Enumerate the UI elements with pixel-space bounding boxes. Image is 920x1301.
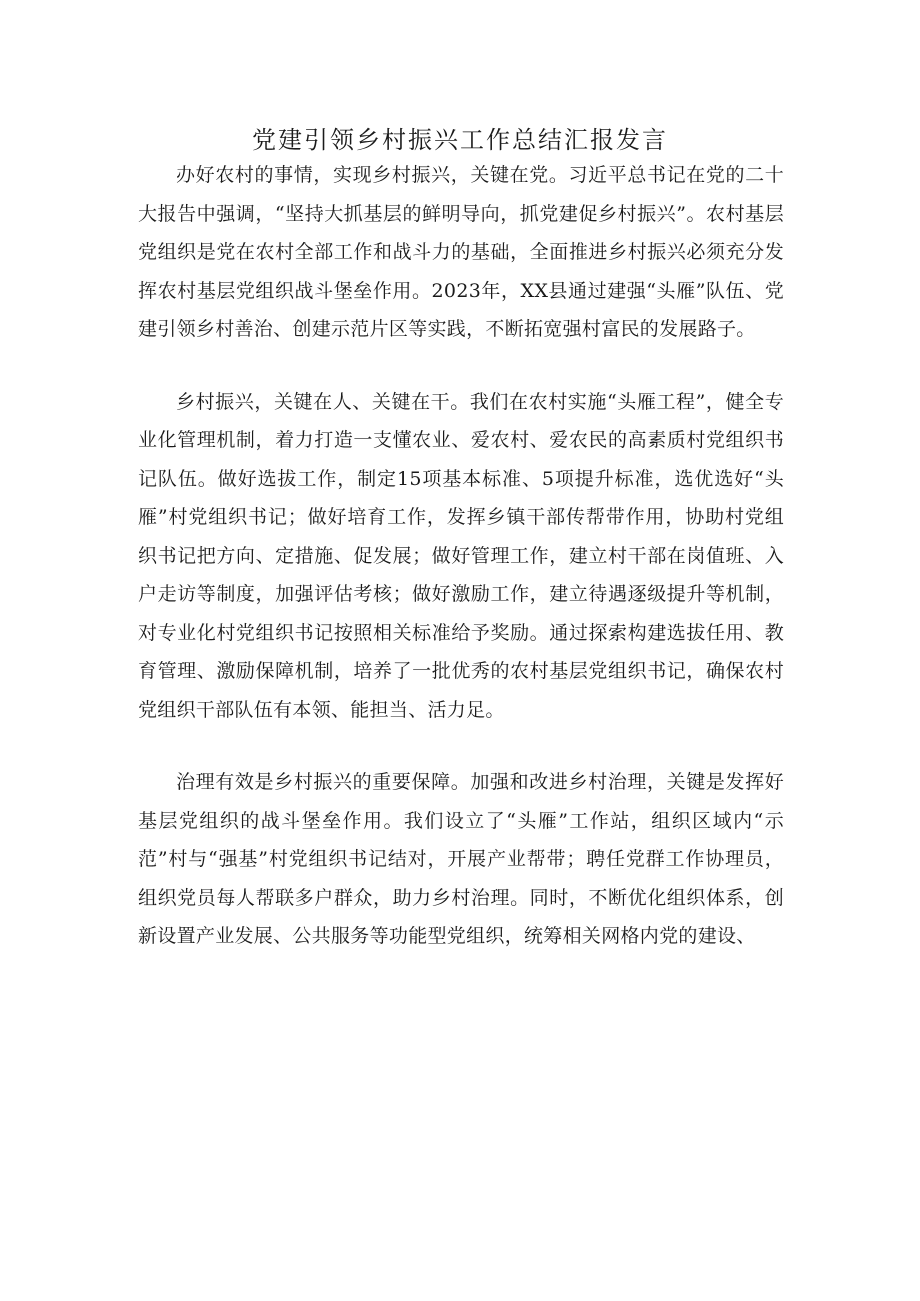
paragraph-2: 乡村振兴，关键在人、关键在干。我们在农村实施“头雁工程”，健全专业化管理机制，着力打造一支懂农业、爱农村、爱农民的高素质村党组织书记队伍。做好选拔工作，制定15项基本标准、5项提升标准，选优选好“头雁”村党组织书记；做好培育工作，发挥乡镇干部传帮带作用，协助村党组织书记把方向、定措施、促发展；做好管理工作，建立村干部在岗值班、入户走访等制度，加强评估考核；做好激励工作，建立待遇逐级提升等机制，对专业化村党组织书记按照相关标准给予奖励。通过探索构建选拔任用、教育管理、激励保障机制，培养了一批优秀的农村基层党组织书记，确保农村党组织干部队伍有本领、能担当、活力足。 bbox=[138, 390, 784, 721]
document-title: 党建引领乡村振兴工作总结汇报发言 bbox=[252, 126, 668, 154]
document-body bbox=[138, 156, 784, 990]
paragraph-3: 治理有效是乡村振兴的重要保障。加强和改进乡村治理，关键是发挥好基层党组织的战斗堡垒作用。我们设立了“头雁”工作站，组织区域内“示范”村与“强基”村党组织书记结对，开展产业帮带；聘任党群工作协理员，组织党员每人帮联多户群众，助力乡村治理。同时，不断优化组织体系，创新设置产业发展、公共服务等功能型党组织，统筹相关网格内党的建设、 bbox=[138, 771, 784, 947]
paragraph-1: 办好农村的事情，实现乡村振兴，关键在党。习近平总书记在党的二十大报告中强调，“坚持大抓基层的鲜明导向，抓党建促乡村振兴”。农村基层党组织是党在农村全部工作和战斗力的基础，全面推进乡村振兴必须充分发挥农村基层党组织战斗堡垒作用。2023年，XX县通过建强“头雁”队伍、党建引领乡村善治、创建示范片区等实践，不断拓宽强村富民的发展路子。 bbox=[138, 164, 784, 340]
